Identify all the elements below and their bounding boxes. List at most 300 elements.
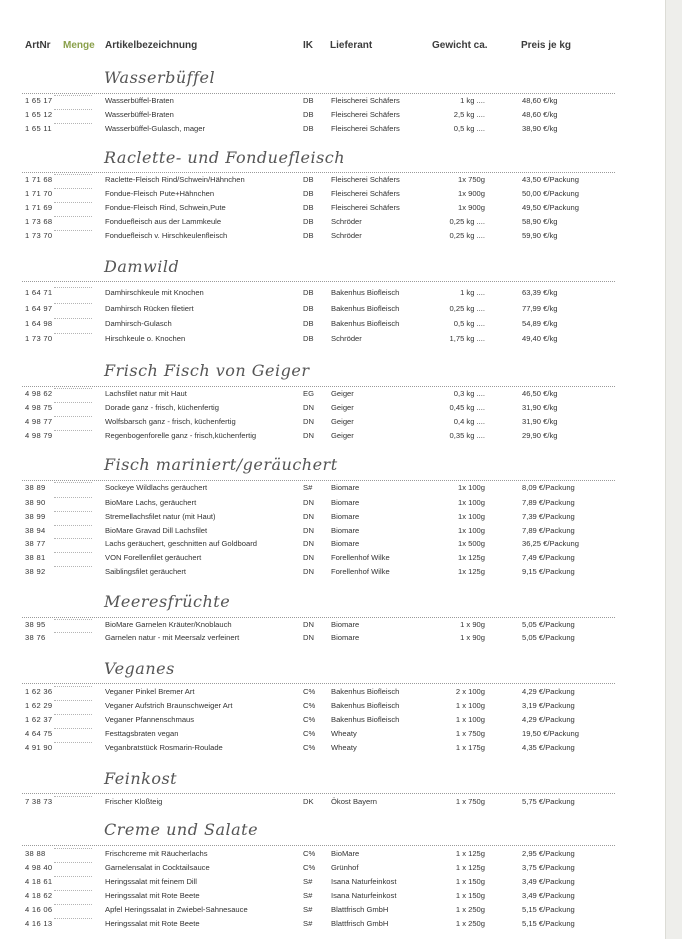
price: 46,50 €/kg — [522, 389, 558, 398]
weight-quantity: 1x 750g — [457, 175, 485, 184]
table-row — [0, 525, 682, 537]
header-menge: Menge — [63, 40, 95, 51]
table-row — [0, 619, 682, 631]
price: 43,50 €/Packung — [522, 175, 579, 184]
table-row — [0, 511, 682, 523]
ik-code: DB — [303, 288, 314, 297]
weight-quantity: 1 x 750g — [455, 729, 485, 738]
product-name: Wasserbüffel-Gulasch, mager — [105, 124, 206, 133]
quantity-entry-line — [54, 566, 92, 567]
product-name: Wasserbüffel-Braten — [105, 96, 174, 105]
price: 63,39 €/kg — [522, 288, 558, 297]
weight-quantity: 0,45 kg .... — [449, 403, 485, 412]
quantity-entry-line — [54, 416, 92, 417]
price: 4,29 €/Packung — [522, 687, 575, 696]
section-title: Creme und Salate — [104, 820, 259, 839]
section-divider — [22, 93, 615, 94]
weight-quantity: 1x 100g — [457, 483, 485, 492]
quantity-entry-line — [54, 402, 92, 403]
table-row — [0, 714, 682, 726]
table-row — [0, 686, 682, 698]
ik-code: DB — [303, 124, 314, 133]
product-name: Wolfsbarsch ganz - frisch, küchenfertig — [105, 417, 236, 426]
article-number: 4 98 40 — [25, 863, 53, 872]
table-row — [0, 632, 682, 644]
section-divider — [22, 386, 615, 387]
supplier: Isana Naturfeinkost — [331, 877, 397, 886]
section-divider — [22, 281, 615, 282]
quantity-entry-line — [54, 918, 92, 919]
table-row — [0, 303, 682, 315]
ik-code: DN — [303, 431, 314, 440]
table-row — [0, 402, 682, 414]
product-name: Fondue-Fleisch Pute+Hähnchen — [105, 189, 215, 198]
article-number: 4 16 13 — [25, 919, 53, 928]
section-divider — [22, 845, 615, 846]
section-title: Damwild — [104, 257, 180, 276]
quantity-entry-line — [54, 123, 92, 124]
supplier: Wheaty — [331, 729, 357, 738]
header-bezeichnung: Artikelbezeichnung — [105, 40, 198, 51]
product-name: Heringssalat mit Rote Beete — [105, 919, 200, 928]
supplier: Fleischerei Schäfers — [331, 124, 400, 133]
product-name: Garnelensalat in Cocktailsauce — [105, 863, 210, 872]
section-title: Fisch mariniert/geräuchert — [104, 455, 338, 474]
supplier: Fleischerei Schäfers — [331, 96, 400, 105]
section-title: Wasserbüffel — [104, 68, 216, 87]
quantity-entry-line — [54, 430, 92, 431]
table-row — [0, 95, 682, 107]
quantity-entry-line — [54, 482, 92, 483]
article-number: 1 65 12 — [25, 110, 53, 119]
price: 54,89 €/kg — [522, 319, 558, 328]
price: 4,29 €/Packung — [522, 715, 575, 724]
quantity-entry-line — [54, 904, 92, 905]
section-divider — [22, 683, 615, 684]
article-number: 1 62 29 — [25, 701, 53, 710]
table-row — [0, 538, 682, 550]
section-title: Meeresfrüchte — [104, 592, 231, 611]
price: 2,95 €/Packung — [522, 849, 575, 858]
product-name: Fondue-Fleisch Rind, Schwein,Pute — [105, 203, 226, 212]
price: 48,60 €/kg — [522, 96, 558, 105]
article-number: 1 64 97 — [25, 304, 53, 313]
product-name: Fonduefleisch aus der Lammkeule — [105, 217, 222, 226]
article-number: 1 62 37 — [25, 715, 53, 724]
quantity-entry-line — [54, 287, 92, 288]
product-name: Hirschkeule o. Knochen — [105, 334, 186, 343]
section-title: Raclette- und Fonduefleisch — [104, 148, 346, 167]
supplier: Biomare — [331, 539, 360, 548]
weight-quantity: 1 x 100g — [455, 715, 485, 724]
table-row — [0, 862, 682, 874]
header-preis: Preis je kg — [521, 40, 572, 51]
weight-quantity: 0,25 kg .... — [449, 231, 485, 240]
ik-code: S# — [303, 891, 313, 900]
quantity-entry-line — [54, 538, 92, 539]
article-number: 4 98 62 — [25, 389, 53, 398]
quantity-entry-line — [54, 174, 92, 175]
article-number: 38 92 — [25, 567, 46, 576]
weight-quantity: 1x 900g — [457, 189, 485, 198]
ik-code: DN — [303, 567, 314, 576]
table-row — [0, 848, 682, 860]
supplier: Geiger — [331, 389, 354, 398]
table-row — [0, 416, 682, 428]
price: 3,49 €/Packung — [522, 891, 575, 900]
ik-code: DB — [303, 334, 314, 343]
quantity-entry-line — [54, 188, 92, 189]
price: 77,99 €/kg — [522, 304, 558, 313]
ik-code: DB — [303, 231, 314, 240]
section-divider — [22, 172, 615, 173]
product-name: BioMare Lachs, geräuchert — [105, 498, 197, 507]
product-name: Veganbratstück Rosmarin-Roulade — [105, 743, 223, 752]
ik-code: DN — [303, 553, 314, 562]
product-name: Damhirschkeule mit Knochen — [105, 288, 204, 297]
weight-quantity: 1x 100g — [457, 526, 485, 535]
weight-quantity: 1 kg .... — [460, 288, 485, 297]
weight-quantity: 1x 125g — [457, 567, 485, 576]
article-number: 4 18 61 — [25, 877, 53, 886]
price: 36,25 €/Packung — [522, 539, 579, 548]
supplier: Schröder — [331, 217, 362, 226]
table-row — [0, 482, 682, 494]
table-row — [0, 123, 682, 135]
product-name: Frischcreme mit Räucherlachs — [105, 849, 208, 858]
table-row — [0, 109, 682, 121]
weight-quantity: 1 x 125g — [455, 849, 485, 858]
product-name: Wasserbüffel-Braten — [105, 110, 174, 119]
price: 4,35 €/Packung — [522, 743, 575, 752]
ik-code: DN — [303, 417, 314, 426]
supplier: Isana Naturfeinkost — [331, 891, 397, 900]
ik-code: DN — [303, 633, 314, 642]
article-number: 38 76 — [25, 633, 46, 642]
weight-quantity: 1x 100g — [457, 498, 485, 507]
ik-code: S# — [303, 483, 313, 492]
article-number: 1 71 68 — [25, 175, 53, 184]
ik-code: C% — [303, 743, 316, 752]
weight-quantity: 2 x 100g — [455, 687, 485, 696]
ik-code: EG — [303, 389, 314, 398]
price: 48,60 €/kg — [522, 110, 558, 119]
article-number: 38 95 — [25, 620, 46, 629]
supplier: Wheaty — [331, 743, 357, 752]
ik-code: DN — [303, 403, 314, 412]
product-name: Festtagsbraten vegan — [105, 729, 179, 738]
supplier: Ökost Bayern — [331, 797, 378, 806]
article-number: 38 81 — [25, 553, 46, 562]
article-number: 38 89 — [25, 483, 46, 492]
supplier: Bakenhus Biofleisch — [331, 304, 400, 313]
product-name: Damhirsch-Gulasch — [105, 319, 172, 328]
table-row — [0, 728, 682, 740]
article-number: 1 64 98 — [25, 319, 53, 328]
supplier: Bakenhus Biofleisch — [331, 687, 400, 696]
article-number: 38 88 — [25, 849, 46, 858]
supplier: Biomare — [331, 512, 360, 521]
ik-code: DB — [303, 189, 314, 198]
product-name: BioMare Garnelen Kräuter/Knoblauch — [105, 620, 232, 629]
table-row — [0, 318, 682, 330]
supplier: Forellenhof Wilke — [331, 553, 390, 562]
product-name: BioMare Gravad Dill Lachsfilet — [105, 526, 208, 535]
supplier: Biomare — [331, 483, 360, 492]
article-number: 4 98 75 — [25, 403, 53, 412]
table-row — [0, 202, 682, 214]
weight-quantity: 1 x 150g — [455, 877, 485, 886]
table-row — [0, 333, 682, 345]
ik-code: DB — [303, 110, 314, 119]
price: 9,15 €/Packung — [522, 567, 575, 576]
quantity-entry-line — [54, 686, 92, 687]
quantity-entry-line — [54, 230, 92, 231]
quantity-entry-line — [54, 742, 92, 743]
quantity-entry-line — [54, 202, 92, 203]
table-row — [0, 287, 682, 299]
price: 7,89 €/Packung — [522, 498, 575, 507]
price: 3,49 €/Packung — [522, 877, 575, 886]
article-number: 1 65 11 — [25, 124, 52, 133]
price: 3,19 €/Packung — [522, 701, 575, 710]
supplier: Fleischerei Schäfers — [331, 189, 400, 198]
weight-quantity: 1 kg .... — [460, 96, 485, 105]
price: 3,75 €/Packung — [522, 863, 575, 872]
product-name: Apfel Heringssalat in Zwiebel-Sahnesauce — [105, 905, 248, 914]
price: 19,50 €/Packung — [522, 729, 579, 738]
quantity-entry-line — [54, 511, 92, 512]
product-name: Damhirsch Rücken filetiert — [105, 304, 194, 313]
ik-code: C% — [303, 715, 316, 724]
price: 8,09 €/Packung — [522, 483, 575, 492]
weight-quantity: 1 x 90g — [460, 620, 485, 629]
weight-quantity: 0,5 kg .... — [453, 124, 485, 133]
ik-code: DB — [303, 319, 314, 328]
table-row — [0, 497, 682, 509]
article-number: 1 65 17 — [25, 96, 53, 105]
supplier: Blattfrisch GmbH — [331, 919, 389, 928]
article-number: 4 16 06 — [25, 905, 53, 914]
quantity-entry-line — [54, 890, 92, 891]
quantity-entry-line — [54, 318, 92, 319]
article-number: 4 64 75 — [25, 729, 53, 738]
supplier: Geiger — [331, 417, 354, 426]
supplier: Biomare — [331, 633, 360, 642]
article-number: 1 62 36 — [25, 687, 53, 696]
weight-quantity: 1 x 250g — [455, 919, 485, 928]
ik-code: S# — [303, 919, 313, 928]
supplier: Schröder — [331, 334, 362, 343]
product-name: Lachs geräuchert, geschnitten auf Goldboard — [105, 539, 257, 548]
weight-quantity: 1 x 250g — [455, 905, 485, 914]
product-name: Sockeye Wildlachs geräuchert — [105, 483, 208, 492]
weight-quantity: 1 x 750g — [455, 797, 485, 806]
weight-quantity: 1 x 125g — [455, 863, 485, 872]
supplier: Bakenhus Biofleisch — [331, 701, 400, 710]
header-gewicht: Gewicht ca. — [432, 40, 488, 51]
quantity-entry-line — [54, 728, 92, 729]
table-row — [0, 700, 682, 712]
price: 5,15 €/Packung — [522, 905, 575, 914]
quantity-entry-line — [54, 109, 92, 110]
table-row — [0, 742, 682, 754]
weight-quantity: 0,4 kg .... — [453, 417, 485, 426]
weight-quantity: 1x 900g — [457, 203, 485, 212]
product-name: VON Forellenfilet geräuchert — [105, 553, 202, 562]
product-name: Lachsfilet natur mit Haut — [105, 389, 187, 398]
article-number: 1 64 71 — [25, 288, 53, 297]
product-name: Stremellachsfilet natur (mit Haut) — [105, 512, 216, 521]
quantity-entry-line — [54, 796, 92, 797]
price: 49,50 €/Packung — [522, 203, 579, 212]
article-number: 4 98 79 — [25, 431, 53, 440]
weight-quantity: 0,25 kg .... — [449, 217, 485, 226]
article-number: 38 77 — [25, 539, 46, 548]
product-name: Veganer Pfannenschmaus — [105, 715, 195, 724]
quantity-entry-line — [54, 216, 92, 217]
product-name: Fonduefleisch v. Hirschkeulenfleisch — [105, 231, 228, 240]
price: 5,75 €/Packung — [522, 797, 575, 806]
article-number: 4 18 62 — [25, 891, 53, 900]
weight-quantity: 1 x 100g — [455, 701, 485, 710]
supplier: Geiger — [331, 403, 354, 412]
section-divider — [22, 480, 615, 481]
weight-quantity: 1x 100g — [457, 512, 485, 521]
product-name: Garnelen natur - mit Meersalz verfeinert — [105, 633, 240, 642]
supplier: Biomare — [331, 620, 360, 629]
article-number: 7 38 73 — [25, 797, 53, 806]
section-title: Feinkost — [104, 769, 178, 788]
supplier: Forellenhof Wilke — [331, 567, 390, 576]
ik-code: C% — [303, 729, 316, 738]
header-ik: IK — [303, 40, 313, 51]
weight-quantity: 1 x 90g — [460, 633, 485, 642]
table-row — [0, 890, 682, 902]
price: 49,40 €/kg — [522, 334, 558, 343]
supplier: Fleischerei Schäfers — [331, 175, 400, 184]
quantity-entry-line — [54, 95, 92, 96]
ik-code: DB — [303, 217, 314, 226]
table-row — [0, 918, 682, 930]
supplier: Bakenhus Biofleisch — [331, 319, 400, 328]
quantity-entry-line — [54, 388, 92, 389]
quantity-entry-line — [54, 552, 92, 553]
price: 58,90 €/kg — [522, 217, 558, 226]
product-name: Saiblingsfilet geräuchert — [105, 567, 187, 576]
ik-code: DN — [303, 539, 314, 548]
ik-code: DB — [303, 203, 314, 212]
header-lieferant: Lieferant — [330, 40, 373, 51]
supplier: Biomare — [331, 526, 360, 535]
ik-code: DB — [303, 175, 314, 184]
ik-code: DN — [303, 526, 314, 535]
column-header-row — [0, 40, 682, 54]
weight-quantity: 0,3 kg .... — [453, 389, 485, 398]
weight-quantity: 1x 125g — [457, 553, 485, 562]
ik-code: DB — [303, 304, 314, 313]
price: 50,00 €/Packung — [522, 189, 579, 198]
supplier: BioMare — [331, 849, 360, 858]
header-artnr: ArtNr — [25, 40, 51, 51]
price: 5,05 €/Packung — [522, 633, 575, 642]
supplier: Biomare — [331, 498, 360, 507]
article-number: 4 91 90 — [25, 743, 53, 752]
article-number: 1 71 69 — [25, 203, 53, 212]
product-name: Veganer Aufstrich Braunschweiger Art — [105, 701, 233, 710]
supplier: Fleischerei Schäfers — [331, 203, 400, 212]
quantity-entry-line — [54, 714, 92, 715]
price: 38,90 €/kg — [522, 124, 558, 133]
weight-quantity: 0,5 kg .... — [453, 319, 485, 328]
table-row — [0, 188, 682, 200]
supplier: Grünhof — [331, 863, 359, 872]
quantity-entry-line — [54, 632, 92, 633]
table-row — [0, 566, 682, 578]
table-row — [0, 552, 682, 564]
ik-code: DN — [303, 512, 314, 521]
quantity-entry-line — [54, 848, 92, 849]
section-divider — [22, 793, 615, 794]
quantity-entry-line — [54, 303, 92, 304]
product-name: Raclette-Fleisch Rind/Schwein/Hähnchen — [105, 175, 245, 184]
table-row — [0, 388, 682, 400]
product-name: Heringssalat mit feinem Dill — [105, 877, 197, 886]
product-name: Heringssalat mit Rote Beete — [105, 891, 200, 900]
ik-code: DN — [303, 620, 314, 629]
price: 7,49 €/Packung — [522, 553, 575, 562]
ik-code: DK — [303, 797, 314, 806]
quantity-entry-line — [54, 700, 92, 701]
price: 31,90 €/kg — [522, 417, 558, 426]
price: 7,89 €/Packung — [522, 526, 575, 535]
quantity-entry-line — [54, 876, 92, 877]
supplier: Fleischerei Schäfers — [331, 110, 400, 119]
supplier: Bakenhus Biofleisch — [331, 715, 400, 724]
product-name: Veganer Pinkel Bremer Art — [105, 687, 195, 696]
ik-code: C% — [303, 701, 316, 710]
price: 31,90 €/kg — [522, 403, 558, 412]
quantity-entry-line — [54, 497, 92, 498]
product-name: Dorade ganz - frisch, küchenfertig — [105, 403, 219, 412]
ik-code: C% — [303, 687, 316, 696]
article-number: 1 71 70 — [25, 189, 53, 198]
weight-quantity: 0,35 kg .... — [449, 431, 485, 440]
supplier: Geiger — [331, 431, 354, 440]
price: 29,90 €/kg — [522, 431, 558, 440]
supplier: Schröder — [331, 231, 362, 240]
ik-code: DN — [303, 498, 314, 507]
table-row — [0, 174, 682, 186]
article-number: 1 73 70 — [25, 334, 53, 343]
table-row — [0, 796, 682, 808]
price: 7,39 €/Packung — [522, 512, 575, 521]
price: 5,15 €/Packung — [522, 919, 575, 928]
supplier: Blattfrisch GmbH — [331, 905, 389, 914]
article-number: 38 99 — [25, 512, 46, 521]
quantity-entry-line — [54, 525, 92, 526]
table-row — [0, 904, 682, 916]
price: 59,90 €/kg — [522, 231, 558, 240]
section-divider — [22, 617, 615, 618]
weight-quantity: 2,5 kg .... — [453, 110, 485, 119]
table-row — [0, 230, 682, 242]
table-row — [0, 876, 682, 888]
article-number: 4 98 77 — [25, 417, 53, 426]
ik-code: C% — [303, 849, 316, 858]
article-number: 38 94 — [25, 526, 46, 535]
weight-quantity: 1x 500g — [457, 539, 485, 548]
